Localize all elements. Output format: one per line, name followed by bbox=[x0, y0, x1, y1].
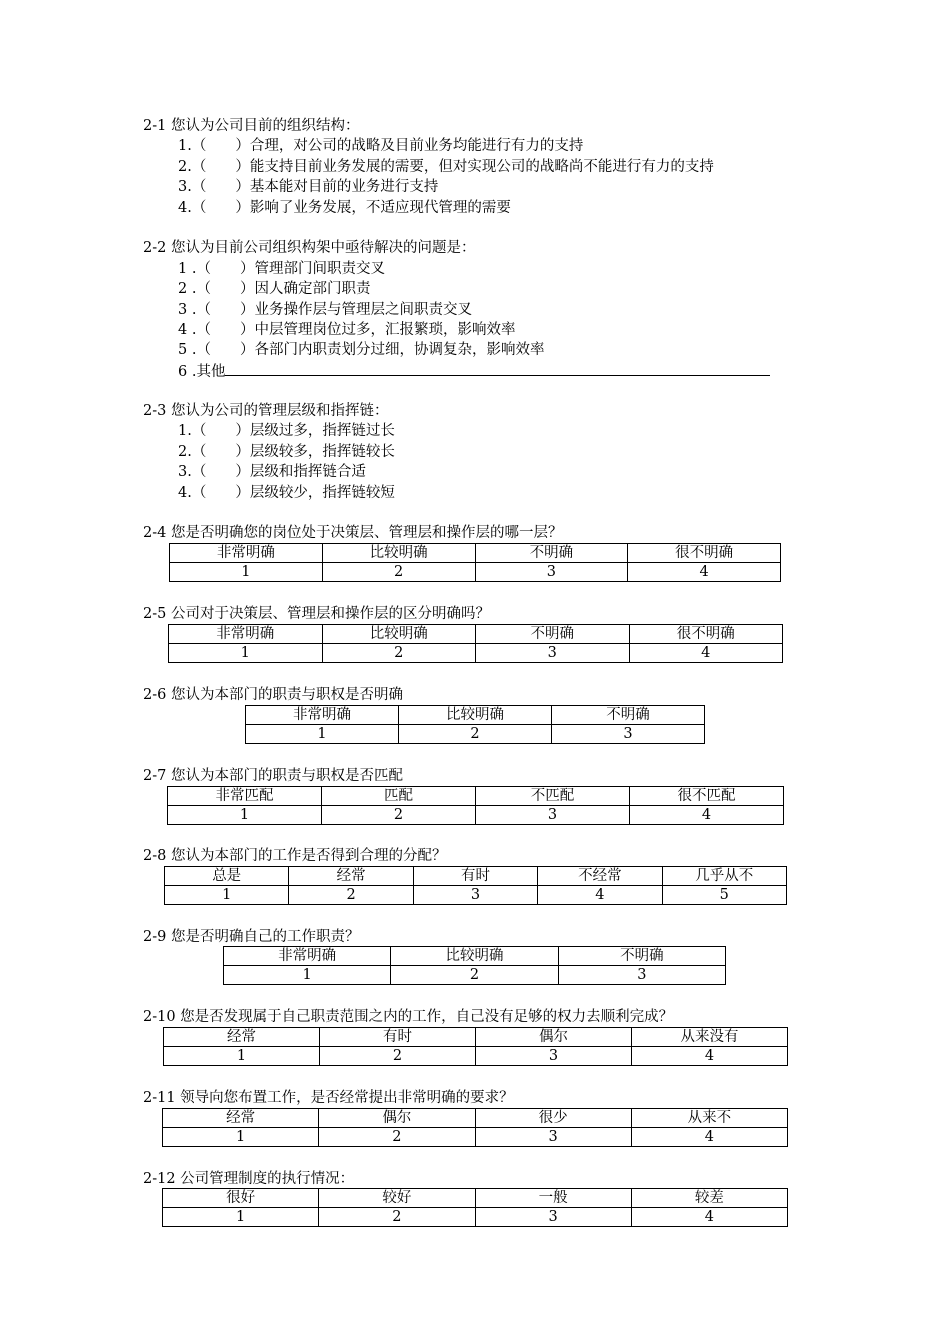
question-2-8-title: 2-8 您认为本部门的工作是否得到合理的分配？ bbox=[143, 848, 447, 864]
rating-label: 比较明确 bbox=[399, 706, 552, 725]
rating-table-2-8 bbox=[164, 866, 787, 905]
rating-value[interactable]: 2 bbox=[289, 886, 413, 905]
rating-label: 比较明确 bbox=[322, 544, 475, 563]
option-item: 1.（ ）合理，对公司的战略及目前业务均能进行有力的支持 bbox=[178, 138, 584, 154]
rating-value[interactable]: 2 bbox=[399, 725, 552, 744]
option-item: 3.（ ）基本能对目前的业务进行支持 bbox=[178, 179, 439, 195]
option-item: 2.（ ）能支持目前业务发展的需要，但对实现公司的战略尚不能进行有力的支持 bbox=[178, 159, 714, 175]
option-item: 1 .（ ）管理部门间职责交叉 bbox=[178, 261, 385, 277]
rating-label: 很不明确 bbox=[628, 544, 781, 563]
rating-label: 有时 bbox=[413, 867, 537, 886]
rating-value[interactable]: 1 bbox=[170, 563, 323, 582]
rating-value[interactable]: 2 bbox=[322, 644, 476, 663]
rating-table-2-9 bbox=[223, 946, 726, 985]
question-2-11-title: 2-11 领导向您布置工作，是否经常提出非常明确的要求？ bbox=[143, 1090, 514, 1106]
rating-label: 一般 bbox=[475, 1189, 631, 1208]
rating-label: 不经常 bbox=[538, 867, 662, 886]
option-other bbox=[178, 361, 770, 382]
rating-table-2-12 bbox=[162, 1188, 788, 1227]
rating-value[interactable]: 4 bbox=[631, 1208, 787, 1227]
option-item: 3 .（ ）业务操作层与管理层之间职责交叉 bbox=[178, 302, 472, 318]
rating-value[interactable]: 4 bbox=[538, 886, 662, 905]
rating-label: 经常 bbox=[163, 1109, 319, 1128]
rating-value[interactable]: 1 bbox=[165, 886, 289, 905]
rating-label: 很少 bbox=[475, 1109, 631, 1128]
rating-label: 非常明确 bbox=[246, 706, 399, 725]
option-item: 3.（ ）层级和指挥链合适 bbox=[178, 464, 366, 480]
rating-label: 较好 bbox=[319, 1189, 475, 1208]
rating-label: 比较明确 bbox=[391, 947, 558, 966]
rating-value[interactable]: 3 bbox=[413, 886, 537, 905]
rating-value[interactable]: 3 bbox=[476, 806, 630, 825]
question-2-5-title: 2-5 公司对于决策层、管理层和操作层的区分明确吗？ bbox=[143, 606, 490, 622]
rating-value[interactable]: 3 bbox=[475, 1128, 631, 1147]
rating-value[interactable]: 2 bbox=[319, 1128, 475, 1147]
rating-value[interactable]: 4 bbox=[629, 644, 783, 663]
rating-value[interactable]: 3 bbox=[476, 1047, 632, 1066]
rating-label: 几乎从不 bbox=[662, 867, 786, 886]
rating-table-2-4 bbox=[169, 543, 781, 582]
rating-label: 非常明确 bbox=[170, 544, 323, 563]
rating-label: 很好 bbox=[163, 1189, 319, 1208]
other-fill-line[interactable] bbox=[225, 361, 770, 376]
rating-label: 有时 bbox=[320, 1028, 476, 1047]
rating-label: 不明确 bbox=[552, 706, 705, 725]
rating-label: 偶尔 bbox=[476, 1028, 632, 1047]
rating-label: 非常匹配 bbox=[168, 787, 322, 806]
option-item: 4.（ ）影响了业务发展，不适应现代管理的需要 bbox=[178, 200, 511, 216]
rating-label: 非常明确 bbox=[224, 947, 391, 966]
rating-value[interactable]: 4 bbox=[628, 563, 781, 582]
rating-label: 很不明确 bbox=[629, 625, 783, 644]
rating-value[interactable]: 2 bbox=[319, 1208, 475, 1227]
rating-value[interactable]: 2 bbox=[322, 563, 475, 582]
question-2-6-title: 2-6 您认为本部门的职责与职权是否明确 bbox=[143, 687, 403, 703]
rating-value[interactable]: 2 bbox=[391, 966, 558, 985]
rating-label: 总是 bbox=[165, 867, 289, 886]
option-other-label: 6 .其他 bbox=[178, 364, 226, 380]
rating-label: 不明确 bbox=[475, 544, 628, 563]
rating-label: 经常 bbox=[289, 867, 413, 886]
rating-value[interactable]: 3 bbox=[552, 725, 705, 744]
rating-value[interactable]: 3 bbox=[476, 644, 630, 663]
rating-value[interactable]: 2 bbox=[322, 806, 476, 825]
rating-label: 不匹配 bbox=[476, 787, 630, 806]
question-2-4-title: 2-4 您是否明确您的岗位处于决策层、管理层和操作层的哪一层？ bbox=[143, 525, 563, 541]
rating-table-2-7 bbox=[167, 786, 784, 825]
rating-label: 比较明确 bbox=[322, 625, 476, 644]
rating-value[interactable]: 4 bbox=[630, 806, 784, 825]
rating-label: 从来不 bbox=[631, 1109, 787, 1128]
rating-value[interactable]: 4 bbox=[631, 1128, 787, 1147]
rating-label: 较差 bbox=[631, 1189, 787, 1208]
question-2-3-title: 2-3 您认为公司的管理层级和指挥链： bbox=[143, 403, 389, 419]
rating-label: 不明确 bbox=[476, 625, 630, 644]
rating-value[interactable]: 3 bbox=[475, 1208, 631, 1227]
rating-table-2-10 bbox=[163, 1027, 788, 1066]
option-item: 2 .（ ）因人确定部门职责 bbox=[178, 281, 371, 297]
option-item: 4.（ ）层级较少，指挥链较短 bbox=[178, 485, 395, 501]
rating-value[interactable]: 1 bbox=[164, 1047, 320, 1066]
question-2-10-title: 2-10 您是否发现属于自己职责范围之内的工作，自己没有足够的权力去顺利完成？ bbox=[143, 1009, 674, 1025]
rating-label: 非常明确 bbox=[169, 625, 323, 644]
option-item: 2.（ ）层级较多，指挥链较长 bbox=[178, 444, 395, 460]
rating-label: 很不匹配 bbox=[630, 787, 784, 806]
question-2-2-title: 2-2 您认为目前公司组织构架中亟待解决的问题是： bbox=[143, 240, 476, 256]
rating-table-2-5 bbox=[168, 624, 783, 663]
rating-label: 经常 bbox=[164, 1028, 320, 1047]
rating-value[interactable]: 1 bbox=[169, 644, 323, 663]
option-item: 5 .（ ）各部门内职责划分过细，协调复杂，影响效率 bbox=[178, 342, 545, 358]
question-2-12-title: 2-12 公司管理制度的执行情况： bbox=[143, 1171, 355, 1187]
rating-value[interactable]: 3 bbox=[475, 563, 628, 582]
rating-label: 偶尔 bbox=[319, 1109, 475, 1128]
option-item: 1.（ ）层级过多，指挥链过长 bbox=[178, 423, 395, 439]
option-item: 4 .（ ）中层管理岗位过多，汇报繁琐，影响效率 bbox=[178, 322, 516, 338]
rating-value[interactable]: 1 bbox=[163, 1208, 319, 1227]
rating-table-2-6 bbox=[245, 705, 705, 744]
rating-value[interactable]: 1 bbox=[168, 806, 322, 825]
question-2-9-title: 2-9 您是否明确自己的工作职责？ bbox=[143, 929, 360, 945]
rating-label: 不明确 bbox=[558, 947, 725, 966]
rating-value[interactable]: 5 bbox=[662, 886, 786, 905]
rating-value[interactable]: 1 bbox=[246, 725, 399, 744]
rating-label: 从来没有 bbox=[632, 1028, 788, 1047]
rating-table-2-11 bbox=[162, 1108, 788, 1147]
question-2-1-title: 2-1 您认为公司目前的组织结构： bbox=[143, 118, 360, 134]
rating-value[interactable]: 4 bbox=[632, 1047, 788, 1066]
rating-value[interactable]: 3 bbox=[558, 966, 725, 985]
rating-label: 匹配 bbox=[322, 787, 476, 806]
rating-value[interactable]: 1 bbox=[163, 1128, 319, 1147]
rating-value[interactable]: 2 bbox=[320, 1047, 476, 1066]
question-2-7-title: 2-7 您认为本部门的职责与职权是否匹配 bbox=[143, 768, 403, 784]
rating-value[interactable]: 1 bbox=[224, 966, 391, 985]
